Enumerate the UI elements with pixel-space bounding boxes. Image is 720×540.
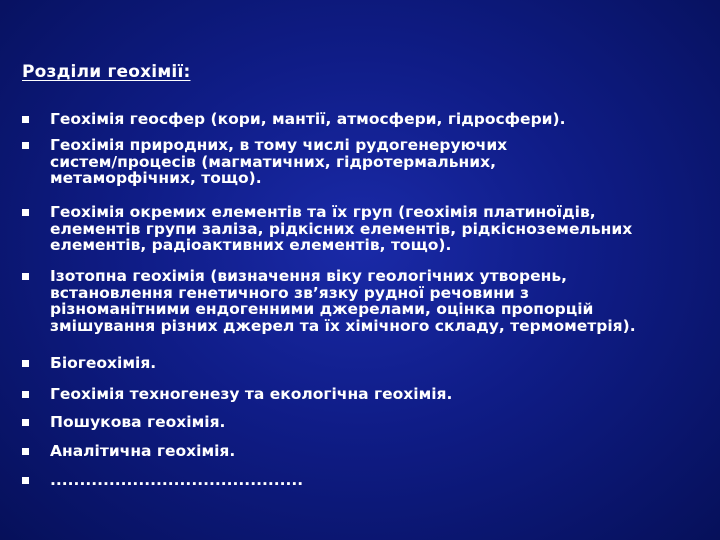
bullet-text: Геохімія природних, в тому числі рудогенеруючих систем/процесів (магматичних, гідротермальних, метаморфічних, тощо). bbox=[50, 136, 508, 187]
square-bullet-icon bbox=[22, 448, 29, 455]
bullet-text: Геохімія окремих елементів та їх груп (геохімія платиноїдів, елементів групи заліза, рідкісних елементів, рідкісноземельних елементів, радіоактивних елементів, тощо). bbox=[50, 203, 633, 254]
square-bullet-icon bbox=[22, 477, 29, 484]
square-bullet-icon bbox=[22, 273, 29, 280]
bullet-text: Геохімія техногенезу та екологічна геохімія. bbox=[50, 385, 453, 403]
slide-title: Розділи геохімії: bbox=[22, 62, 191, 82]
bullet-text: Пошукова геохімія. bbox=[50, 413, 226, 431]
bullet-text: Ізотопна геохімія (визначення віку геологічних утворень, встановлення генетичного зв’язку рудної речовини з різноманітними ендогенними джерелами, оцінка пропорцій змішування різних джерел та їх хімічного складу, термометрія). bbox=[50, 267, 636, 335]
square-bullet-icon bbox=[22, 419, 29, 426]
bullet-text: ........................................... bbox=[50, 471, 304, 489]
bullet-text: Аналітична геохімія. bbox=[50, 442, 236, 460]
square-bullet-icon bbox=[22, 391, 29, 398]
square-bullet-icon bbox=[22, 116, 29, 123]
square-bullet-icon bbox=[22, 142, 29, 149]
bullet-text: Біогеохімія. bbox=[50, 354, 157, 372]
bullet-text: Геохімія геосфер (кори, мантії, атмосфери, гідросфери). bbox=[50, 110, 566, 128]
square-bullet-icon bbox=[22, 209, 29, 216]
square-bullet-icon bbox=[22, 360, 29, 367]
